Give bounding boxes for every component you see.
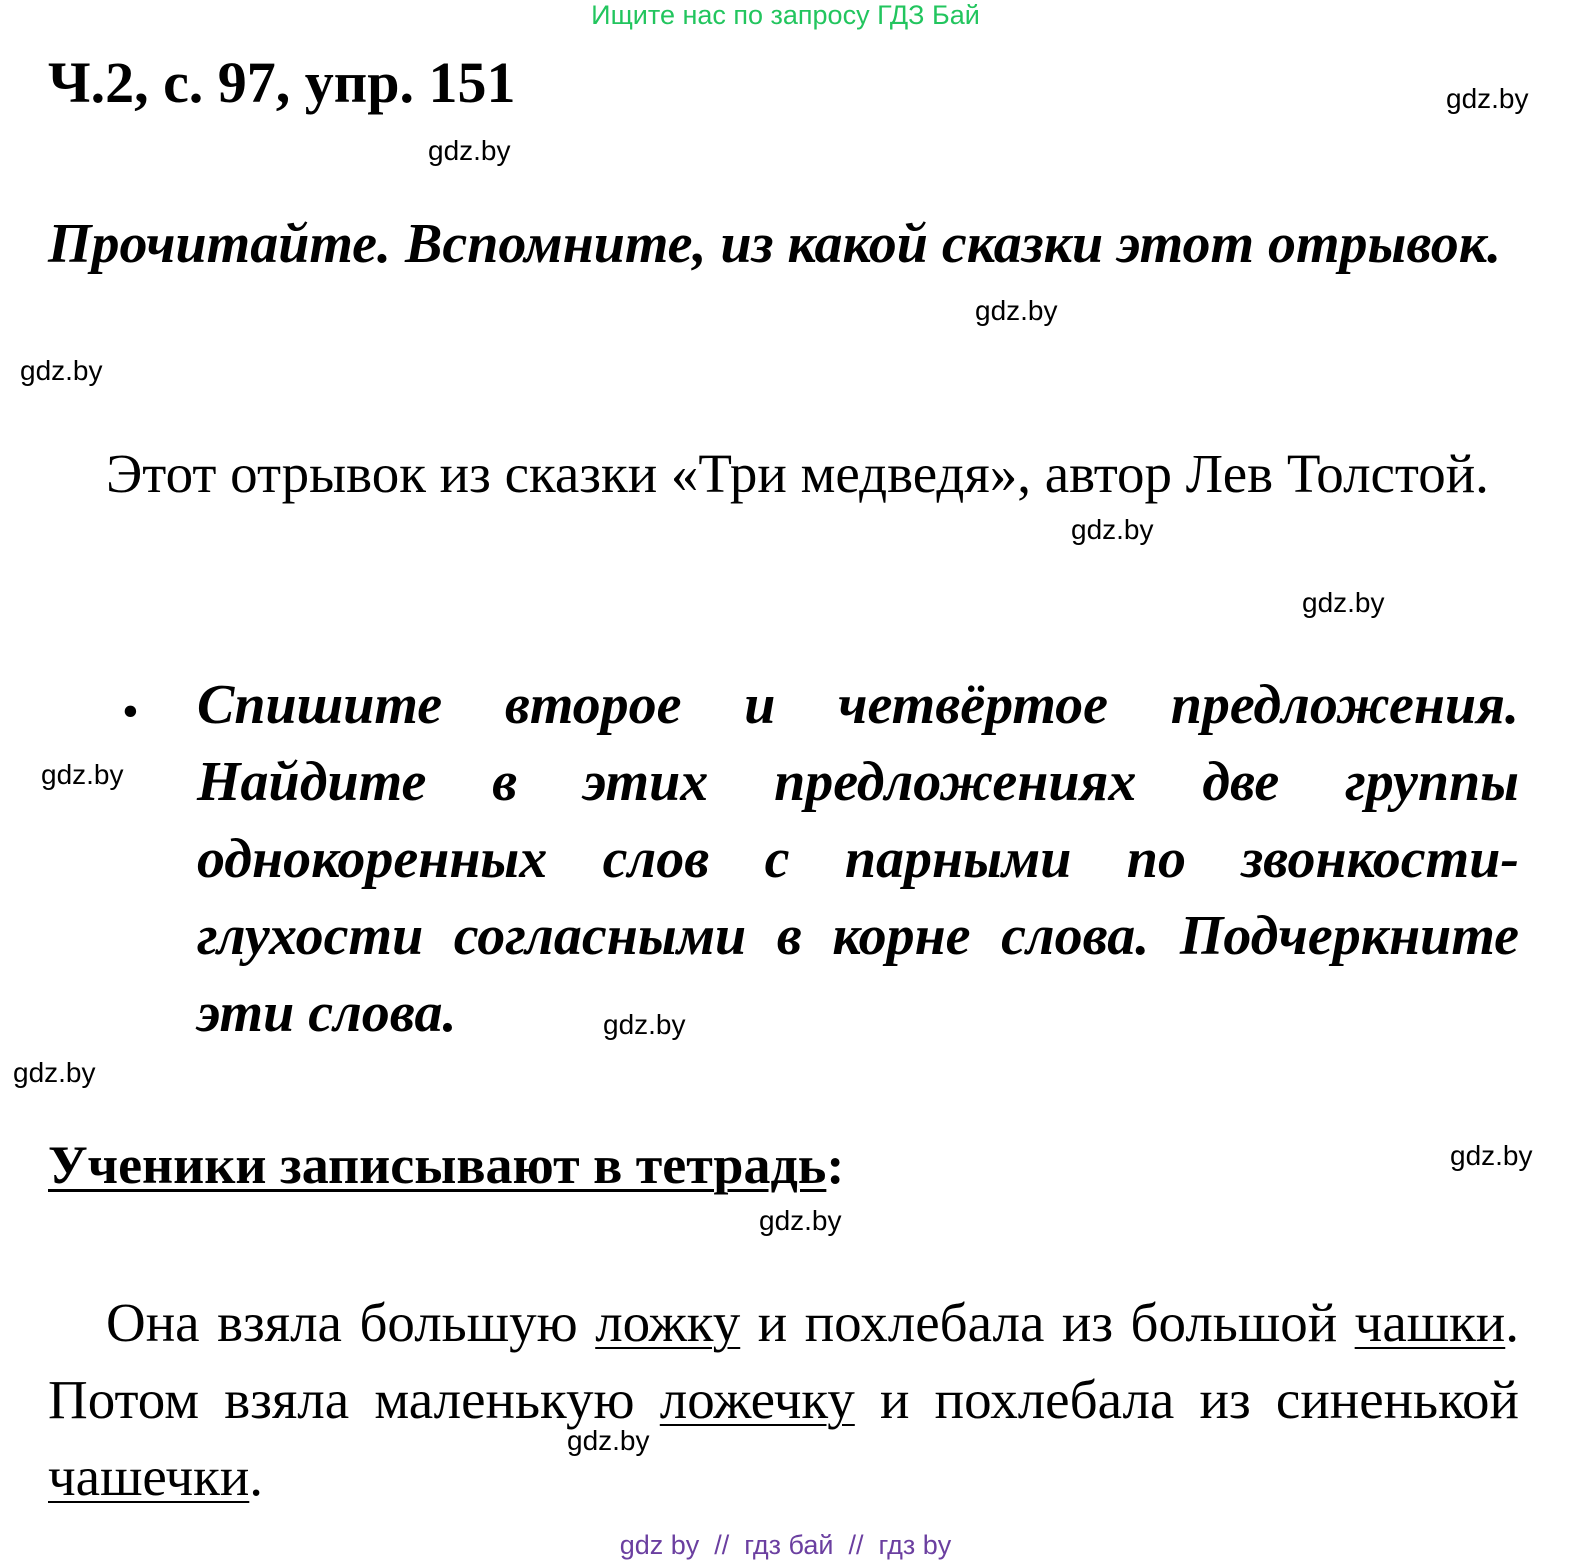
watermark: gdz.by	[20, 355, 103, 386]
underlined-word: ложечку	[659, 1369, 855, 1430]
answer-text: и похлебала из большой	[740, 1292, 1355, 1353]
section-heading-colon: :	[826, 1135, 845, 1195]
section-heading-text: Ученики записывают в тетрадь	[48, 1135, 827, 1195]
footer-links[interactable]: gdz by // гдз бай // гдз by	[619, 1530, 952, 1560]
watermark: gdz.by	[1446, 83, 1529, 114]
task-instruction-2: Спишите второе и четвёртое предложения. Найдите в этих предложениях две группы однокоренных слов с парными по звонкости-глухости согласными в корне слова. Подчеркните эти слова.	[197, 674, 1519, 1044]
answer-text: . Потом взяла маленькую	[48, 1292, 1519, 1430]
bullet-marker: •	[122, 685, 139, 738]
section-heading	[48, 1130, 844, 1200]
watermark: gdz.by	[567, 1425, 650, 1456]
answer-text: .	[249, 1446, 264, 1507]
watermark: gdz.by	[41, 759, 124, 790]
underlined-word: чашки	[1354, 1292, 1506, 1353]
watermark: gdz.by	[603, 1009, 686, 1040]
watermark: gdz.by	[759, 1205, 842, 1236]
task-instruction-1: Прочитайте. Вспомните, из какой сказки этот отрывок.	[48, 213, 1502, 275]
watermark: gdz.by	[1071, 514, 1154, 545]
answer-text: Она взяла большую	[106, 1292, 596, 1353]
watermark: gdz.by	[428, 135, 511, 166]
underlined-word: чашечки	[48, 1446, 250, 1507]
watermark: gdz.by	[975, 295, 1058, 326]
watermark: gdz.by	[13, 1057, 96, 1088]
answer-paragraph-1: Этот отрывок из сказки «Три медведя», автор Лев Толстой.	[106, 443, 1489, 504]
watermark: gdz.by	[1302, 587, 1385, 618]
top-banner[interactable]: Ищите нас по запросу ГДЗ Бай	[591, 0, 980, 30]
page-title: Ч.2, с. 97, упр. 151	[48, 50, 516, 115]
answer-text: и похлебала из синенькой	[854, 1369, 1519, 1430]
answer-paragraph-2	[48, 1284, 1519, 1515]
watermark: gdz.by	[1450, 1140, 1533, 1171]
underlined-word: ложку	[595, 1292, 741, 1353]
